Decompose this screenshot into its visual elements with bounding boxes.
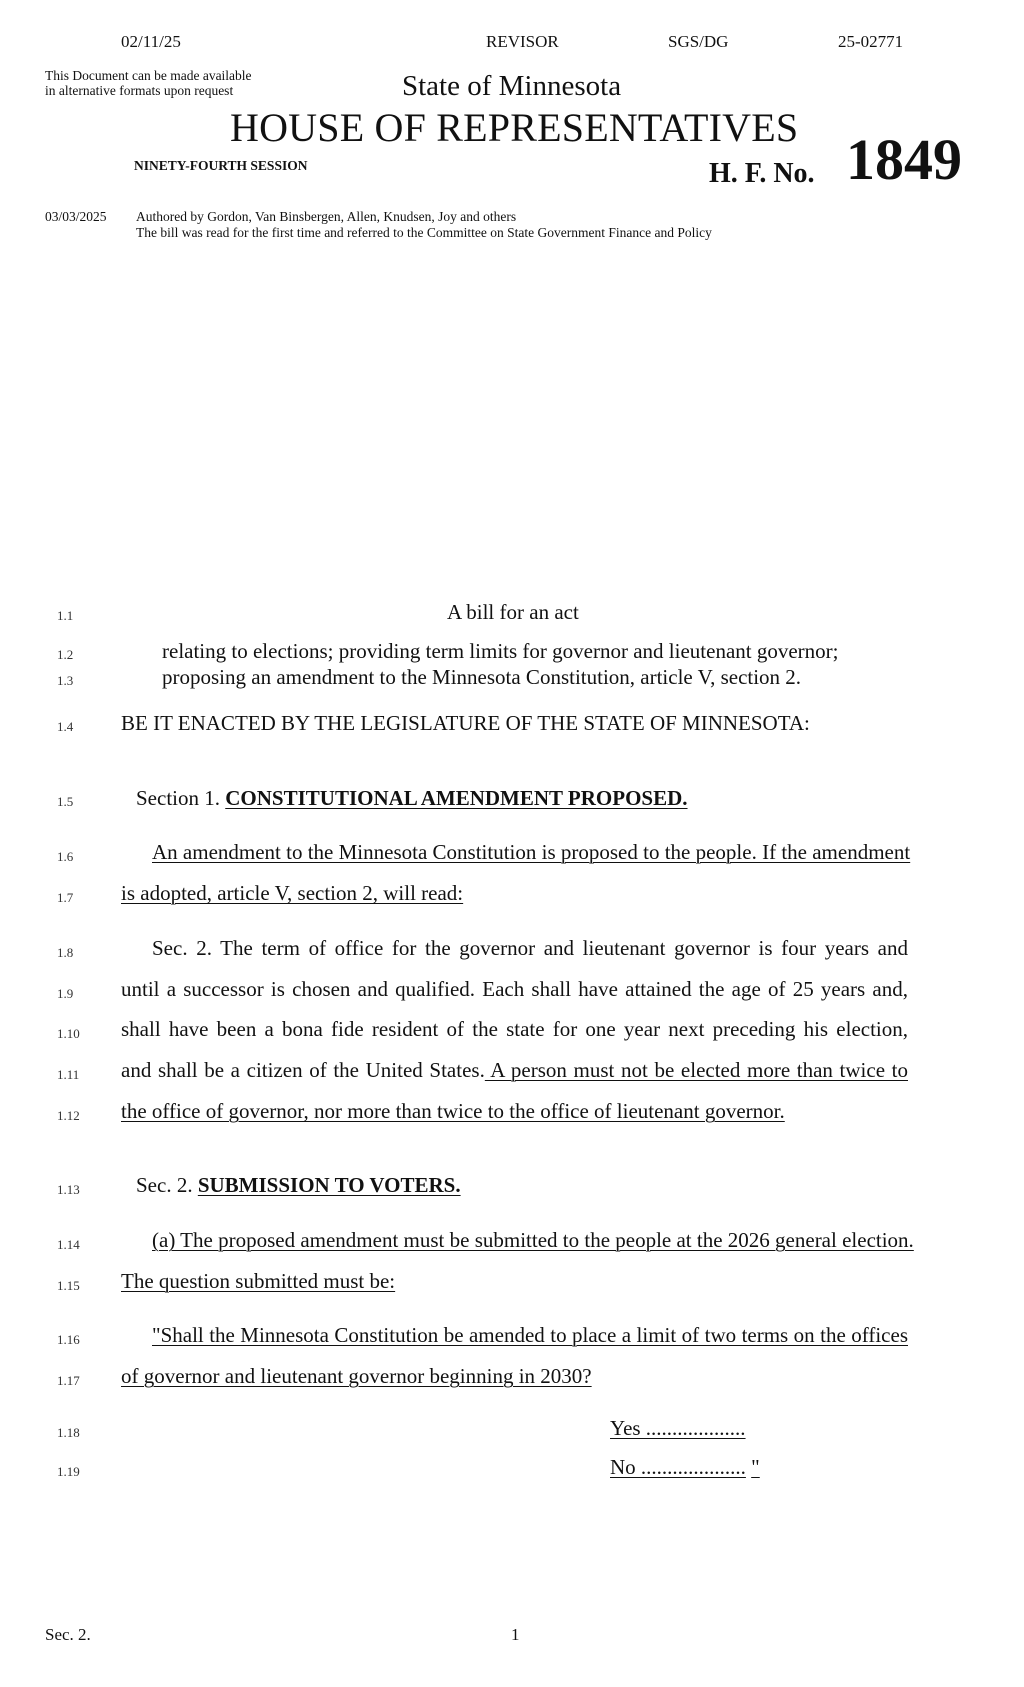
page-number: 1	[511, 1625, 520, 1644]
constitution-text: until a successor is chosen and qualified. Each shall have attained the age of 25 years and,	[121, 977, 908, 1001]
enacting-clause: BE IT ENACTED BY THE LEGISLATURE OF THE STATE OF MINNESOTA:	[121, 711, 810, 735]
line-number: 1.7	[57, 890, 74, 905]
amendment-text: An amendment to the Minnesota Constitution is proposed to the people. If the amendment	[152, 840, 911, 864]
line-number: 1.9	[57, 986, 74, 1001]
session-label: NINETY-FOURTH SESSION	[134, 158, 308, 173]
line-number: 1.8	[57, 945, 74, 960]
header-office: REVISOR	[486, 32, 559, 51]
section-1-heading	[136, 786, 688, 811]
ballot-question: "Shall the Minnesota Constitution be amended to place a limit of two terms on the offices	[152, 1323, 908, 1347]
constitution-text: shall have been a bona fide resident of the state for one year next preceding his election,	[121, 1017, 908, 1041]
inserted-text: A person must not be elected more than twice to	[484, 1058, 908, 1082]
section-title: CONSTITUTIONAL AMENDMENT PROPOSED.	[225, 786, 688, 810]
header-date: 02/11/25	[121, 32, 181, 51]
bill-title: A bill for an act	[447, 600, 579, 624]
constitution-text: Sec. 2. The term of office for the governor and lieutenant governor is four years and	[152, 936, 908, 960]
line-number: 1.15	[57, 1278, 80, 1293]
notice-line-2: in alternative formats upon request	[45, 83, 234, 98]
authors-line: Authored by Gordon, Van Binsbergen, Allen, Knudsen, Joy and others	[136, 209, 517, 224]
inserted-text: the office of governor, nor more than twice to the office of lieutenant governor.	[121, 1099, 785, 1123]
line-number: 1.3	[57, 673, 74, 688]
line-number: 1.5	[57, 794, 74, 809]
referral-line: The bill was read for the first time and referred to the Committee on State Government Finance and Policy	[136, 225, 712, 240]
ballot-question: of governor and lieutenant governor beginning in 2030?	[121, 1364, 592, 1388]
line-number: 1.17	[57, 1373, 80, 1388]
header-doc-number: 25-02771	[838, 32, 904, 51]
hf-number: 1849	[846, 127, 962, 192]
line-number: 1.14	[57, 1237, 80, 1252]
line-number: 1.12	[57, 1108, 80, 1123]
line-number: 1.19	[57, 1464, 80, 1479]
state-title: State of Minnesota	[402, 70, 622, 102]
line-number: 1.16	[57, 1332, 80, 1347]
header-initials: SGS/DG	[668, 32, 729, 51]
introduction-date: 03/03/2025	[45, 209, 107, 224]
line-number: 1.10	[57, 1026, 80, 1041]
line-number: 1.4	[57, 719, 74, 734]
ballot-yes-option: Yes ...................	[610, 1416, 746, 1440]
bill-subject-line: proposing an amendment to the Minnesota Constitution, article V, section 2.	[162, 665, 802, 689]
ballot-no-option	[610, 1455, 760, 1480]
bill-subject-line: relating to elections; providing term limits for governor and lieutenant governor;	[162, 639, 839, 663]
hf-label: H. F. No.	[709, 158, 815, 189]
line-number: 1.11	[57, 1067, 80, 1082]
section-prefix: Section 1.	[136, 786, 226, 810]
submission-text: (a) The proposed amendment must be submitted to the people at the 2026 general election.	[152, 1228, 914, 1252]
notice-line-1: This Document can be made available	[45, 68, 252, 83]
submission-text: The question submitted must be:	[121, 1269, 396, 1293]
line-number: 1.6	[57, 849, 74, 864]
section-2-heading	[136, 1173, 461, 1198]
line-number: 1.18	[57, 1425, 80, 1440]
chamber-title: HOUSE OF REPRESENTATIVES	[230, 105, 799, 150]
closing-quote: "	[751, 1455, 760, 1479]
existing-text: and shall be a citizen of the United States.	[121, 1058, 485, 1082]
amendment-text: is adopted, article V, section 2, will read:	[121, 881, 464, 905]
section-prefix: Sec. 2.	[136, 1173, 198, 1197]
ballot-no-text: No ....................	[610, 1455, 746, 1479]
footer-section: Sec. 2.	[45, 1625, 91, 1644]
line-number: 1.1	[57, 608, 74, 623]
line-number: 1.13	[57, 1182, 80, 1197]
line-number: 1.2	[57, 647, 74, 662]
section-title: SUBMISSION TO VOTERS.	[197, 1173, 461, 1197]
constitution-text	[121, 1058, 908, 1083]
